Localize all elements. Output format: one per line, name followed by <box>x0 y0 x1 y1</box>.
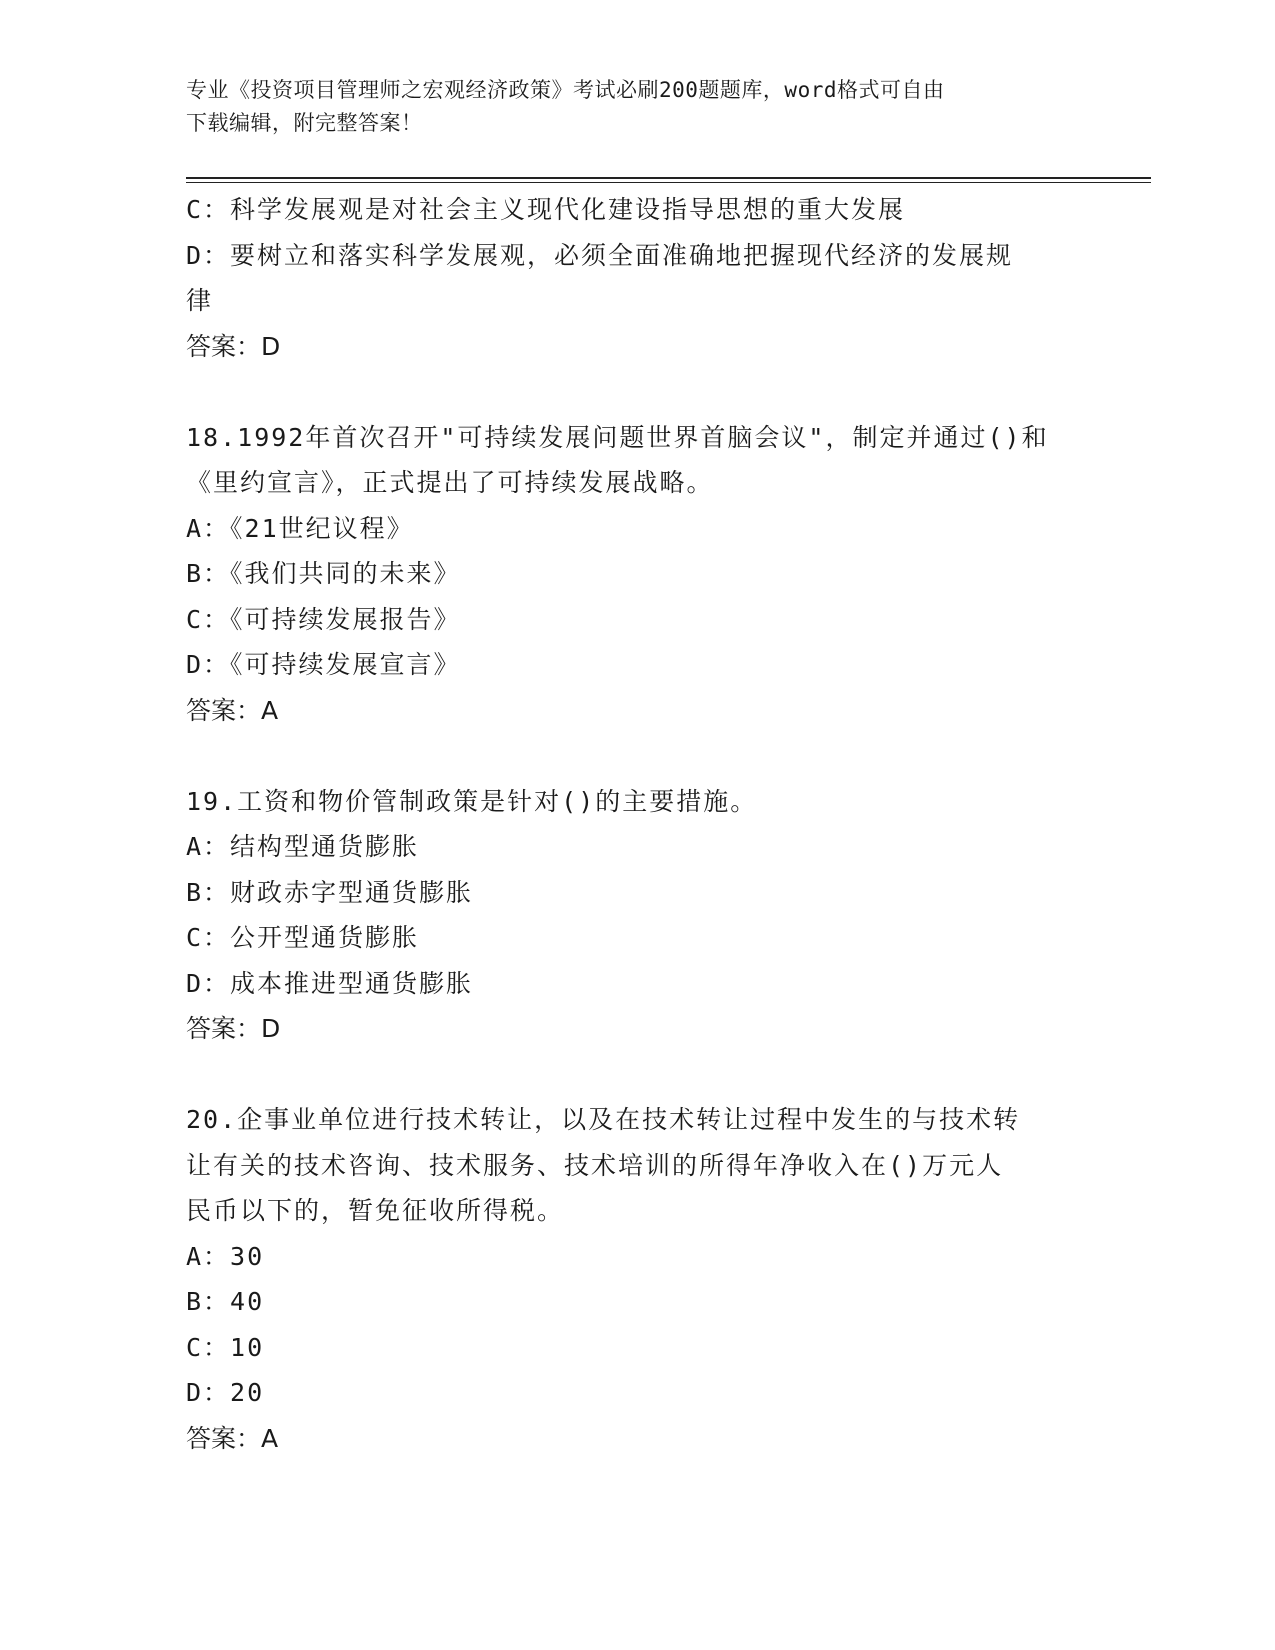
question-stem: 20.企事业单位进行技术转让，以及在技术转让过程中发生的与技术转 <box>186 1105 1021 1134</box>
answer: 答案：A <box>186 695 279 725</box>
spacer <box>186 1052 1086 1098</box>
question-content <box>186 187 1086 1461</box>
option-a: A：《21世纪议程》 <box>186 513 414 543</box>
option-b: B：40 <box>186 1287 265 1316</box>
option-d: D：20 <box>186 1378 265 1407</box>
question-stem-continued: 《里约宣言》，正式提出了可持续发展战略。 <box>186 468 714 497</box>
question-stem: 19.工资和物价管制政策是针对()的主要措施。 <box>186 786 758 816</box>
option-a: A：结构型通货膨胀 <box>186 832 420 861</box>
spacer <box>186 733 1086 779</box>
option-c: C：10 <box>186 1332 265 1362</box>
option-d: D：《可持续发展宣言》 <box>186 650 461 679</box>
question-18 <box>186 415 1086 734</box>
header-divider <box>186 177 1151 183</box>
option-b: B：《我们共同的未来》 <box>186 559 461 588</box>
spacer <box>186 369 1086 415</box>
option-c: C：公开型通货膨胀 <box>186 923 420 952</box>
header-line-1: 专业《投资项目管理师之宏观经济政策》考试必刷200题题库，word格式可自由 <box>186 78 945 102</box>
document-header <box>186 74 1066 140</box>
answer: 答案：D <box>186 331 281 361</box>
option-b: B：财政赤字型通货膨胀 <box>186 877 474 907</box>
option-c: C：科学发展观是对社会主义现代化建设指导思想的重大发展 <box>186 195 906 224</box>
question-20 <box>186 1097 1086 1461</box>
option-d-continued: 律 <box>186 286 214 315</box>
question-stem: 18.1992年首次召开"可持续发展问题世界首脑会议"，制定并通过()和 <box>186 422 1049 452</box>
option-d: D：要树立和落实科学发展观，必须全面准确地把握现代经济的发展规 <box>186 240 1014 270</box>
answer: 答案：D <box>186 1014 281 1043</box>
question-17-tail <box>186 187 1086 369</box>
option-c: C：《可持续发展报告》 <box>186 604 461 634</box>
question-stem-continued: 民币以下的，暂免征收所得税。 <box>186 1196 565 1225</box>
option-d: D：成本推进型通货膨胀 <box>186 968 474 998</box>
answer: 答案：A <box>186 1423 279 1453</box>
header-line-2: 下载编辑，附完整答案！ <box>186 111 423 135</box>
question-19 <box>186 779 1086 1052</box>
question-stem-continued: 让有关的技术咨询、技术服务、技术培训的所得年净收入在()万元人 <box>186 1150 1004 1180</box>
option-a: A：30 <box>186 1241 265 1271</box>
